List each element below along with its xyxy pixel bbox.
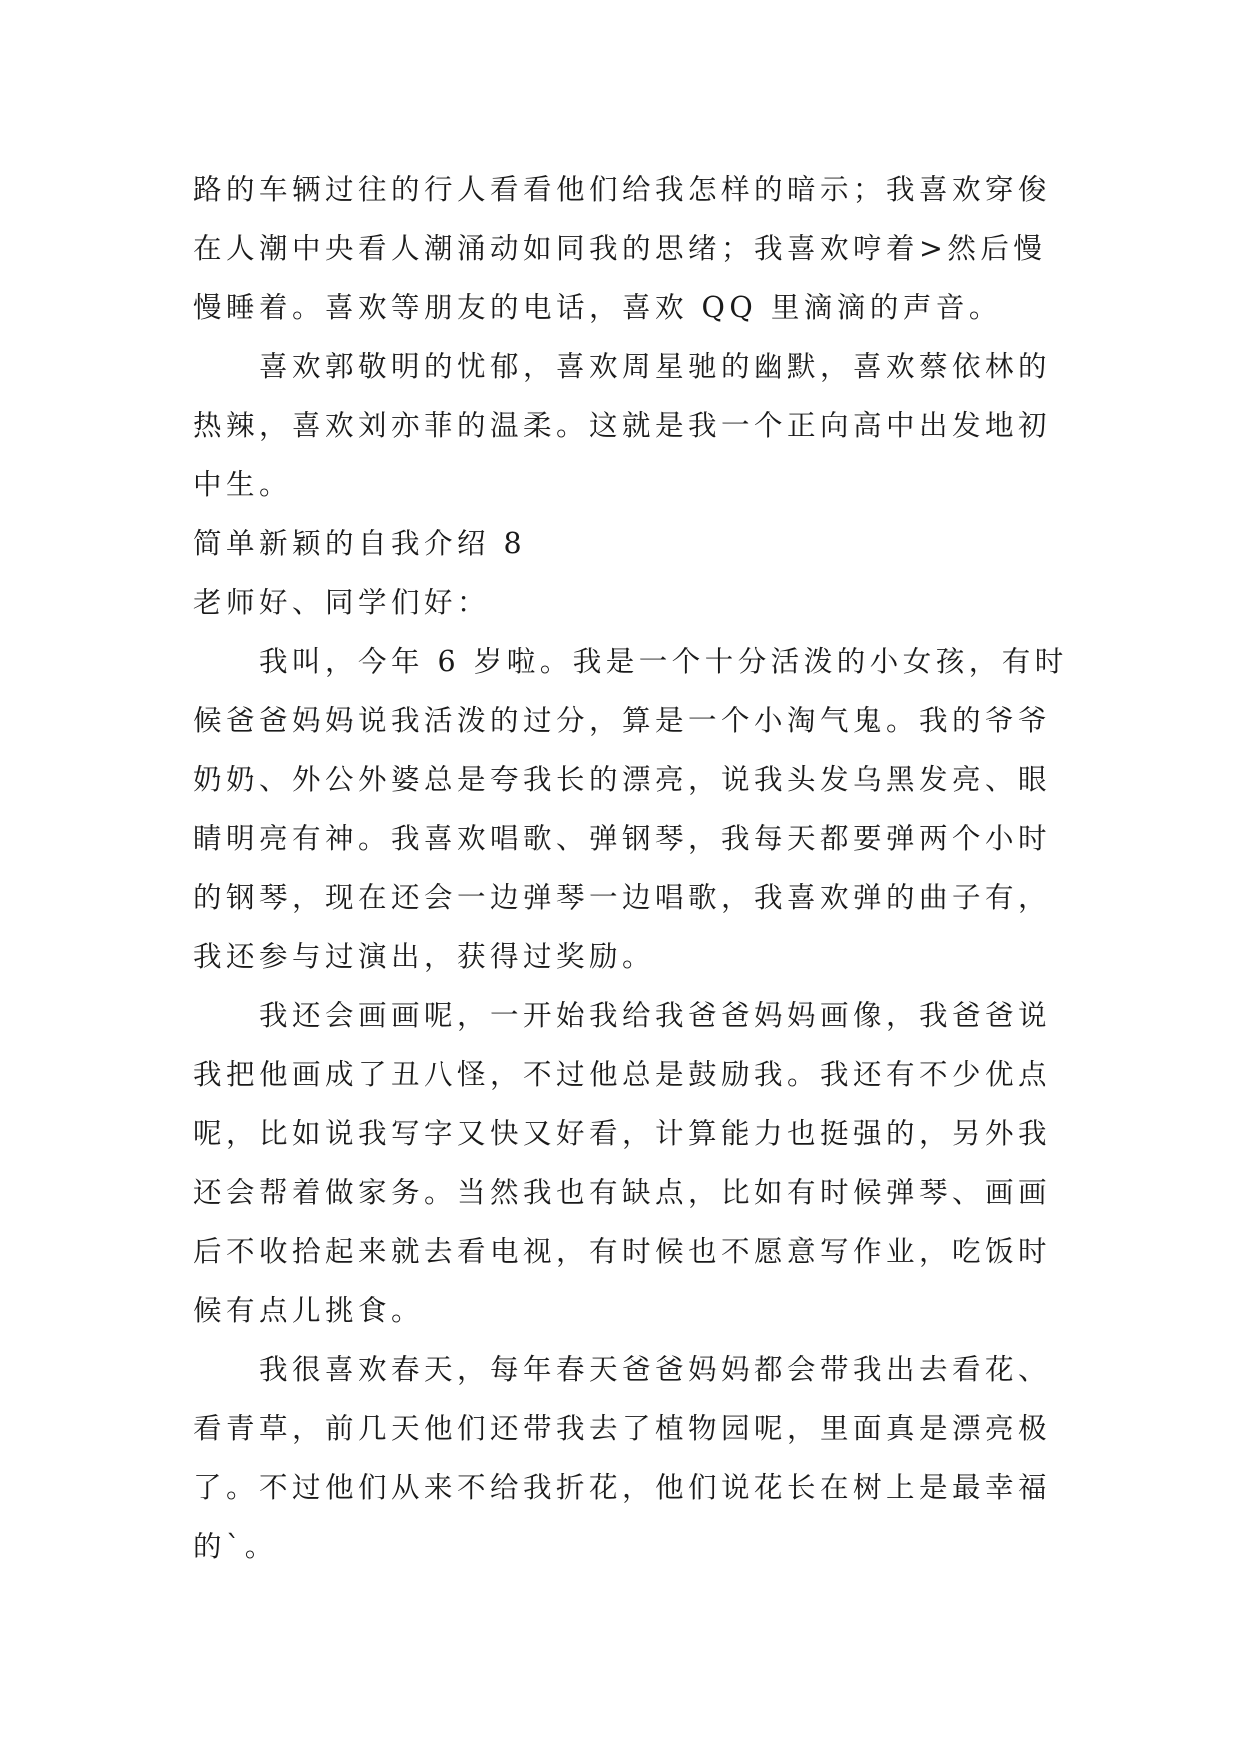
text-line: 看青草，前几天他们还带我去了植物园呢，里面真是漂亮极 (193, 1412, 1052, 1445)
text-line: 了。不过他们从来不给我折花，他们说花长在树上是最幸福 (193, 1471, 1052, 1504)
text-line: 热辣，喜欢刘亦菲的温柔。这就是我一个正向高中出发地初 (193, 409, 1052, 442)
text-line: 在人潮中央看人潮涌动如同我的思绪；我喜欢哼着>然后慢 (193, 232, 1047, 265)
text-line: 我把他画成了丑八怪，不过他总是鼓励我。我还有不少优点 (193, 1058, 1052, 1091)
paragraph-start-line: 喜欢郭敬明的忧郁，喜欢周星驰的幽默，喜欢蔡依林的 (193, 350, 1052, 383)
text-line: 我还参与过演出，获得过奖励。 (193, 940, 656, 973)
text-line: 路的车辆过往的行人看看他们给我怎样的暗示；我喜欢穿俊 (193, 173, 1052, 206)
text-line: 候爸爸妈妈说我活泼的过分，算是一个小淘气鬼。我的爷爷 (193, 704, 1052, 737)
text-line: 呢，比如说我写字又快又好看，计算能力也挺强的，另外我 (193, 1117, 1052, 1150)
document-body (193, 160, 1068, 1576)
text-line: 的`。 (193, 1530, 278, 1563)
paragraph-start-line: 我还会画画呢，一开始我给我爸爸妈妈画像，我爸爸说 (193, 999, 1052, 1032)
text-line: 睛明亮有神。我喜欢唱歌、弹钢琴，我每天都要弹两个小时 (193, 822, 1052, 855)
greeting-line: 老师好、同学们好： (193, 586, 491, 619)
paragraph-start-line: 我叫，今年 6 岁啦。我是一个十分活泼的小女孩，有时 (193, 645, 1068, 678)
section-heading: 简单新颖的自我介绍 8 (193, 527, 527, 560)
text-line: 慢睡着。喜欢等朋友的电话，喜欢 QQ 里滴滴的声音。 (193, 291, 1002, 324)
text-line: 后不收拾起来就去看电视，有时候也不愿意写作业，吃饭时 (193, 1235, 1052, 1268)
text-line: 候有点儿挑食。 (193, 1294, 425, 1327)
paragraph-start-line: 我很喜欢春天，每年春天爸爸妈妈都会带我出去看花、 (193, 1353, 1052, 1386)
text-line: 还会帮着做家务。当然我也有缺点，比如有时候弹琴、画画 (193, 1176, 1052, 1209)
text-line: 的钢琴，现在还会一边弹琴一边唱歌，我喜欢弹的曲子有， (193, 881, 1052, 914)
text-line: 奶奶、外公外婆总是夸我长的漂亮，说我头发乌黑发亮、眼 (193, 763, 1052, 796)
text-line: 中生。 (193, 468, 293, 501)
